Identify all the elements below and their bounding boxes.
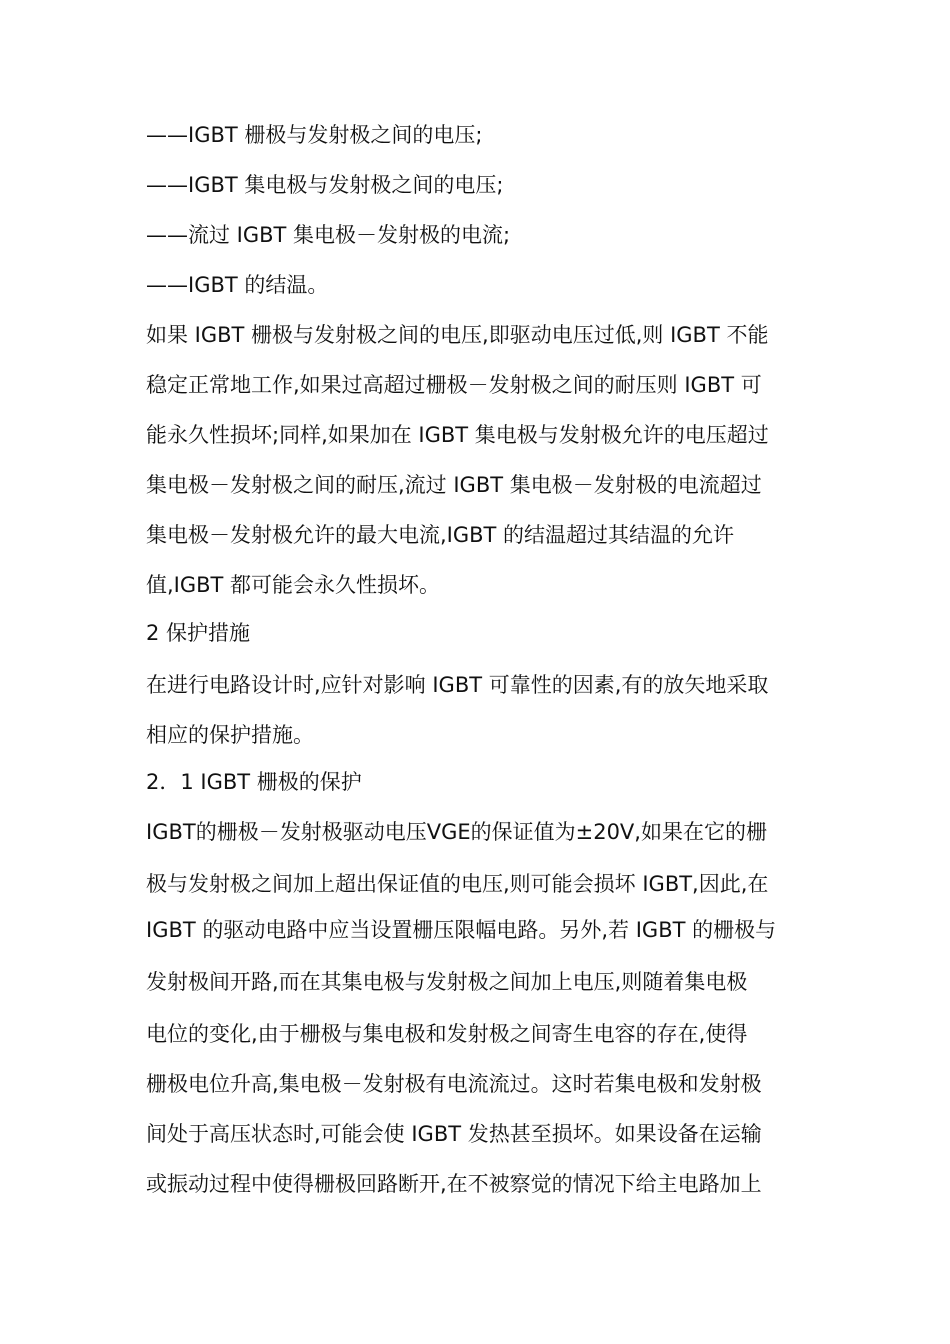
text-line: IGBT 的驱动电路中应当设置栅压限幅电路。另外,若 IGBT 的栅极与 [146,918,777,942]
text-line: IGBT的栅极－发射极驱动电压VGE的保证值为±20V,如果在它的栅 [146,820,767,844]
text-line: 极与发射极之间加上超出保证值的电压,则可能会损坏 IGBT,因此,在 [146,872,769,896]
text-line: 集电极－发射极之间的耐压,流过 IGBT 集电极－发射极的电流超过 [146,473,762,497]
text-line: 稳定正常地工作,如果过高超过栅极－发射极之间的耐压则 IGBT 可 [146,373,762,397]
text-line: 值,IGBT 都可能会永久性损坏。 [146,573,441,597]
text-line: ——IGBT 集电极与发射极之间的电压; [146,173,504,197]
text-line: 相应的保护措施。 [146,723,314,747]
text-line: ——IGBT 的结温。 [146,273,329,297]
text-line: 如果 IGBT 栅极与发射极之间的电压,即驱动电压过低,则 IGBT 不能 [146,323,769,347]
text-line: 栅极电位升高,集电极－发射极有电流流过。这时若集电极和发射极 [146,1072,762,1096]
section-heading: 2 保护措施 [146,621,251,645]
text-line: 电位的变化,由于栅极与集电极和发射极之间寄生电容的存在,使得 [146,1022,748,1046]
text-line: 间处于高压状态时,可能会使 IGBT 发热甚至损坏。如果设备在运输 [146,1122,762,1146]
text-line: 在进行电路设计时,应针对影响 IGBT 可靠性的因素,有的放矢地采取 [146,673,769,697]
text-line: 发射极间开路,而在其集电极与发射极之间加上电压,则随着集电极 [146,970,748,994]
subsection-heading: 2．1 IGBT 栅极的保护 [146,770,362,794]
text-line: 或振动过程中使得栅极回路断开,在不被察觉的情况下给主电路加上 [146,1172,762,1196]
text-line: ——流过 IGBT 集电极－发射极的电流; [146,223,511,247]
text-line: 能永久性损坏;同样,如果加在 IGBT 集电极与发射极允许的电压超过 [146,423,769,447]
text-line: 集电极－发射极允许的最大电流,IGBT 的结温超过其结温的允许 [146,523,735,547]
text-line: ——IGBT 栅极与发射极之间的电压; [146,123,483,147]
